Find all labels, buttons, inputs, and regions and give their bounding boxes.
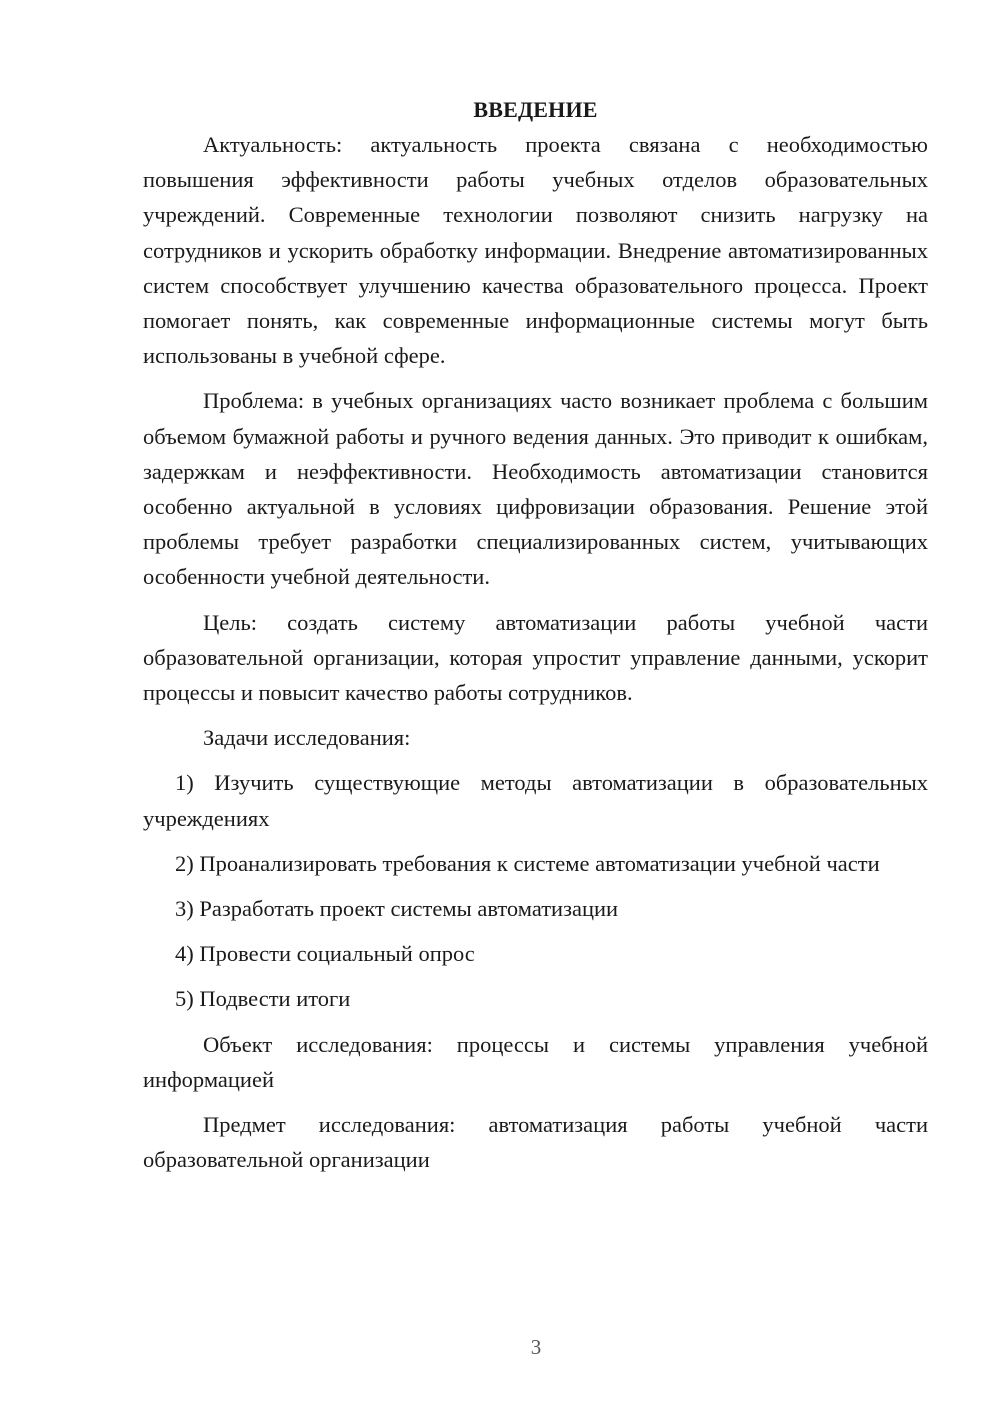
task-item-3: 3) Разработать проект системы автоматизации (175, 896, 619, 922)
paragraph-goal: Цель: создать систему автоматизации работы учебной части образовательной организации, которая упростит управление данными, ускорит процессы и повысит качество работы сотрудников. (143, 609, 928, 706)
task-item-5: 5) Подвести итоги (175, 986, 351, 1012)
paragraph-problem: Проблема: в учебных организациях часто возникает проблема с большим объемом бумажной работы и ручного ведения данных. Это приводит к ошибкам, задержкам и неэффективности. Необходимость автоматизации становится особенно актуальной в условиях цифровизации образования. Решение этой проблемы требует разработки специализированных систем, учитывающих особенности учебной деятельности. (143, 388, 928, 590)
task-item-4: 4) Провести социальный опрос (175, 941, 475, 967)
paragraph-tasks-heading: Задачи исследования: (203, 725, 411, 751)
paragraph-relevance: Актуальность: актуальность проекта связана с необходимостью повышения эффективности работы учебных отделов образовательных учреждений. Современные технологии позволяют снизить нагрузку на сотрудников и ускорить обработку информации. Внедрение автоматизированных систем способствует улучшению качества образовательного процесса. Проект помогает понять, как современные информационные системы могут быть использованы в учебной сфере. (143, 132, 928, 369)
task-item-2: 2) Проанализировать требования к системе автоматизации учебной части (175, 850, 880, 876)
task-item-1: 1) Изучить существующие методы автоматизации в образовательных учреждениях (143, 770, 928, 831)
document-page (143, 92, 928, 1187)
section-title: ВВЕДЕНИЕ (473, 97, 598, 122)
paragraph-object: Объект исследования: процессы и системы управления учебной информацией (143, 1031, 928, 1092)
page-number: 3 (530, 1335, 542, 1359)
paragraph-subject: Предмет исследования: автоматизация работы учебной части образовательной организации (143, 1112, 928, 1173)
